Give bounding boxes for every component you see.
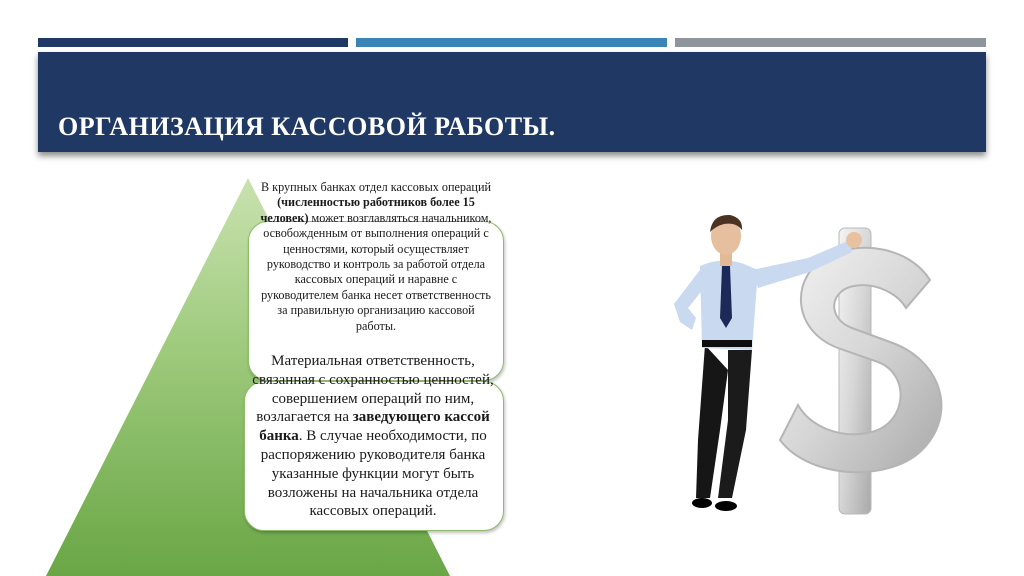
slide-title: ОРГАНИЗАЦИЯ КАССОВОЙ РАБОТЫ.	[58, 112, 556, 141]
box-top-text	[256, 180, 496, 334]
box-top-rest: может возглавляться начальником, освобожденным от выполнения операций с ценностями, который осуществляет руководство и контроль за работой отдела кассовых операций и наравне с руководителем банка несет ответственность за правильную организацию кассовой работы.	[261, 210, 492, 333]
box-top-bold: (численностью работников более 15 человек)	[260, 195, 475, 225]
businessman-dollar-icon	[640, 200, 970, 530]
box-top-intro: В крупных банках отдел кассовых операций	[261, 180, 491, 194]
box-bottom-text	[250, 352, 496, 521]
box-bottom-rest: . В случае необходимости, по распоряжению руководителя банка указанные функции могут быть возложены на начальника отдела кассовых операций.	[260, 428, 487, 520]
box-bottom-bold: заведующего кассой банка	[259, 409, 490, 445]
box-bottom-intro: Материальная ответственность, связанная с сохранностью ценностей, совершением операций по ним, возлагается на	[252, 353, 494, 426]
